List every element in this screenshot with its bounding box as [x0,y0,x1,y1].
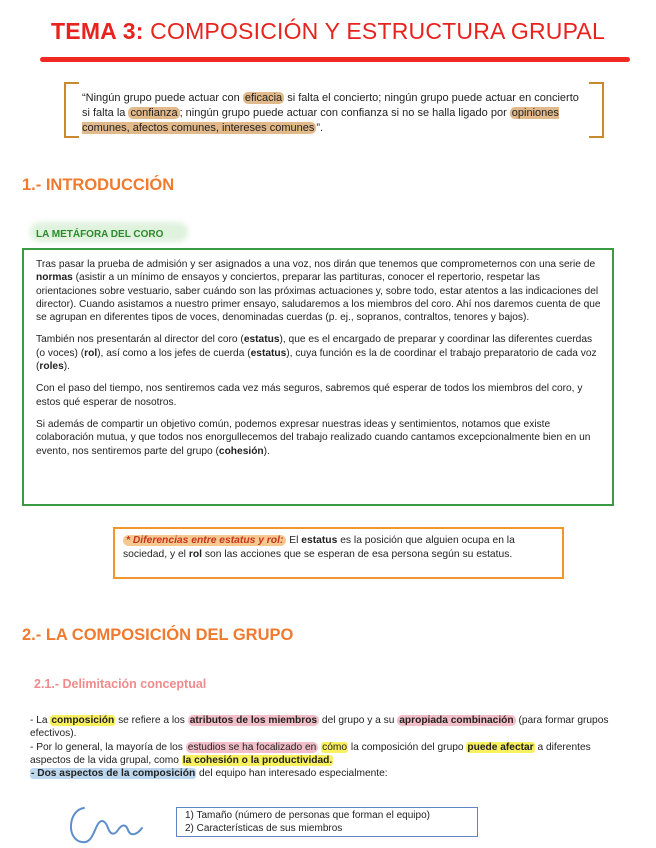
note-lead: * Diferencias entre estatus y rol: [123,535,286,546]
metaphor-paragraph-1 [36,258,602,324]
bracket-left [64,82,79,138]
bold-term: rol [84,347,98,359]
text-run: Si además de compartir un objetivo común, podemos expresar nuestras ideas y sentimientos, notamos que existe colaboración mutua, y que todos nos enorgullecemos del trabajo realizado cuando cantamos excepcionalmente bien en un evento, nos sentiremos parte del grupo ( [36,418,591,457]
text-run: El [286,535,302,546]
text-run: (asistir a un mínimo de ensayos y conciertos, preparar las partituras, conocer el repertorio, respetar las orientaciones sobre vestuario, saber cuándo son las próximas actuaciones y, sobre todo, estar atentos a las indicaciones del director). Cuando asistamos a nuestro primer ensayo, saludaremos a los miembros del coro. Ahí nos daremos cuenta de que se agrupan en diferentes tipos de voces, denominadas cuerdas (p. ej., sopranos, contraltos, tenores y bajos). [36,272,601,324]
bold-term: estatus [301,535,338,546]
quote-text [82,91,584,136]
bracket-right [589,82,604,138]
text-run: ). [63,361,70,373]
text-run: es la posición que alguien ocupa en la sociedad, y el [123,535,515,560]
note-line-2 [30,741,630,768]
text-run: (para formar grupos efectivos). [30,715,609,740]
metaphor-box [22,248,614,506]
highlight-como: cómo [322,741,348,753]
quote-part: ; ningún grupo puede actuar con confianza si no se halla ligado por [179,107,510,119]
quote-part: ”. [316,122,324,134]
page-title [0,18,656,45]
quote-highlight-confianza: confianza [130,107,178,119]
text-run: ), que es el encargado de preparar y coordinar las diferentes cuerdas (o voces) ( [36,334,593,359]
handwritten-arrow-icon [62,800,162,848]
highlight-atributos: atributos de los miembros [189,715,318,726]
text-run: ). [263,445,270,457]
highlight-combinacion: apropiada combinación [399,715,514,726]
quote-highlight-eficacia: eficacia [244,92,283,104]
title-underline [40,57,630,62]
section-heading-composicion: 2.- LA COMPOSICIÓN DEL GRUPO [22,626,294,644]
composition-notes [30,714,630,780]
text-run: - Por lo general, la mayoría de los [30,741,186,753]
quote-part: “Ningún grupo puede actuar con [82,92,243,104]
text-run: del equipo han interesado especialmente: [196,768,388,780]
text-run: del grupo y a su [319,715,398,726]
metaphor-paragraph-4 [36,418,602,458]
quote-block [64,82,604,140]
note-line-1 [30,714,630,741]
text-run: son las acciones que se esperan de esa persona según su estatus. [202,549,513,560]
list-item: 1) Tamaño (número de personas que forman el equipo) [185,810,430,821]
bold-term: estatus [250,347,287,359]
status-role-note [113,527,564,579]
note-line-3 [30,767,630,780]
text-run: - La [30,715,51,726]
highlight-cohesion: la cohesión o la productividad. [182,754,333,766]
quote-highlight-opiniones: opiniones comunes, afectos comunes, intereses comunes [82,107,559,134]
highlight-estudios: estudios se ha focalizado en [187,741,317,753]
text-run: la composición del grupo [348,741,467,753]
bold-term: rol [188,549,202,560]
metaphor-paragraph-2 [36,333,602,373]
bold-term: normas [36,272,73,284]
highlight-composicion: composición [51,715,115,726]
text-run: a diferentes aspectos de la vida grupal, como [30,741,591,766]
text-run: se refiere a los [115,715,188,726]
highlight-afectar: puede afectar [467,741,534,753]
bold-term: roles [39,361,64,373]
text-run: Tras pasar la prueba de admisión y ser asignados a una voz, nos dirán que tenemos que comprometernos con una serie de [36,259,596,270]
metaphor-paragraph-3: Con el paso del tiempo, nos sentiremos cada vez más seguros, sabremos qué esperar de todos los miembros del coro, y estos qué esperar de nosotros. [36,383,583,408]
text-run: ), así como a los jefes de cuerda ( [97,347,251,359]
title-rest: COMPOSICIÓN Y ESTRUCTURA GRUPAL [143,18,605,44]
list-item: 2) Características de sus miembros [185,822,343,834]
bold-term: estatus [243,334,280,346]
quote-part: si falta el concierto; ningún grupo puede actuar en concierto si falta la [82,92,579,119]
bold-term: cohesión [218,445,264,457]
title-prefix: TEMA 3: [51,18,144,44]
subheading-delimitacion: 2.1.- Delimitación conceptual [34,677,207,691]
highlight-dos-aspectos: - Dos aspectos de la composición [31,768,196,780]
aspects-list [176,807,478,837]
section-heading-introduccion: 1.- INTRODUCCIÓN [22,176,175,194]
text-run: ), cuya función es la de coordinar el trabajo preparatorio de cada voz ( [36,347,597,373]
subheading-metafora: LA METÁFORA DEL CORO [36,229,164,240]
text-run: También nos presentarán al director del coro ( [36,334,244,346]
